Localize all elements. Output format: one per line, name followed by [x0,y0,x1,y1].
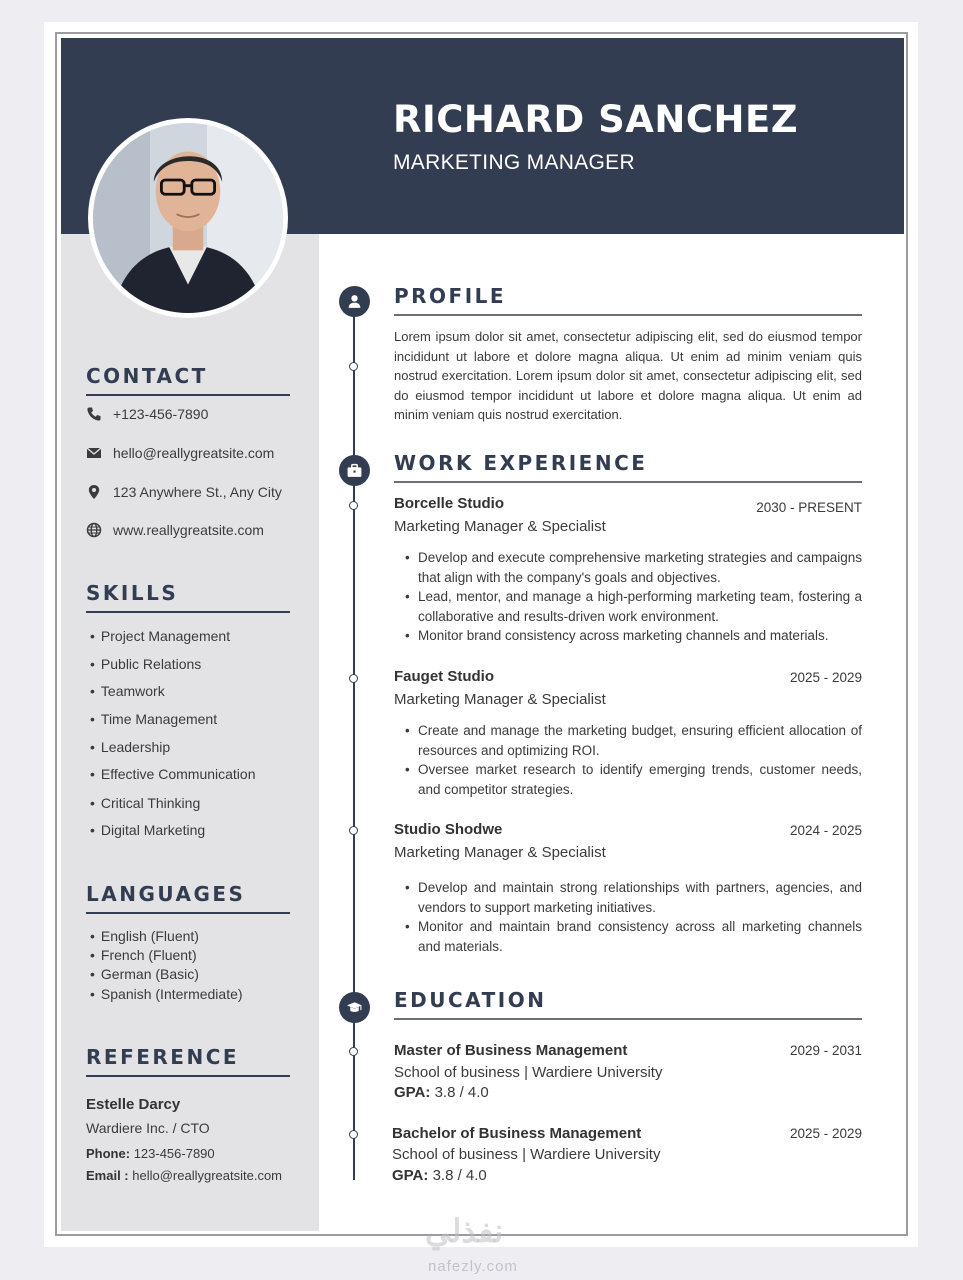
education-school: School of business | Wardiere University [394,1064,663,1081]
graduation-cap-icon [346,999,363,1016]
reference-phone-label: Phone: [86,1146,131,1161]
job-bullets [405,548,862,646]
reference-email [86,1168,282,1183]
user-icon [346,293,363,310]
experience-heading: WORK EXPERIENCE [394,451,862,483]
job-dates: 2024 - 2025 [789,823,862,838]
phone-icon [86,406,102,422]
job-company: Borcelle Studio [394,495,505,512]
skills-heading: SKILLS [86,581,290,613]
education-school: School of business | Wardiere University [392,1146,661,1163]
education-gpa [392,1167,487,1184]
job-dates: 2030 - PRESENT [756,500,862,515]
gpa-label: GPA: [392,1167,429,1184]
education-degree: Bachelor of Business Management [392,1125,642,1142]
contact-website [86,522,306,538]
reference-phone [86,1146,215,1161]
education-heading: EDUCATION [394,988,862,1020]
profile-photo [88,118,288,318]
job-bullet: • Oversee market research to identify emerging trends, customer needs, and competitor strategies. [405,760,862,799]
language-item: • English (Fluent) [90,928,199,944]
job-dates: 2025 - 2029 [789,670,862,685]
skill-item: • Public Relations [90,656,201,672]
contact-email-text: hello@reallygreatsite.com [113,445,275,461]
skill-item: • Digital Marketing [90,822,205,838]
skill-item: • Effective Communication [90,766,256,782]
education-dates: 2029 - 2031 [789,1043,862,1058]
job-role: Marketing Manager & Specialist [394,691,606,708]
contact-address-text: 123 Anywhere St., Any City [113,484,282,500]
education-degree: Master of Business Management [394,1042,628,1059]
job-bullets [405,878,862,956]
contact-phone-text: +123-456-7890 [113,406,209,422]
education-gpa [394,1084,489,1101]
watermark-logo: نفذلي [425,1213,504,1249]
skill-item: • Teamwork [90,683,165,699]
location-pin-icon [86,484,102,500]
timeline-dot [349,826,358,835]
job-company: Studio Shodwe [394,821,503,838]
reference-phone-value: 123-456-7890 [133,1146,215,1161]
job-role: Marketing Manager & Specialist [394,844,606,861]
job-role: Marketing Manager & Specialist [394,518,606,535]
profile-heading: PROFILE [394,284,862,316]
contact-phone [86,406,306,422]
watermark-site: nafezly.com [428,1258,518,1275]
language-item: • German (Basic) [90,966,199,982]
gpa-value: 3.8 / 4.0 [434,1084,489,1101]
skill-item: • Critical Thinking [90,795,200,811]
profile-text: Lorem ipsum dolor sit amet, consectetur adipiscing elit, sed do eiusmod tempor incididunt ut labore et dolore magna aliqua. Ut enim ad minim veniam quis nostrud exercitation. Lorem ipsum dolor sit amet, consectetur adipiscing elit, sed do eiusmod tempor incididunt ut labore et dolore magna aliqua. Ut enim ad minim veniam quis nostrud exercitation. [394,329,862,422]
timeline-dot [349,1047,358,1056]
language-item: • Spanish (Intermediate) [90,986,243,1002]
reference-email-label: Email : [86,1168,129,1183]
contact-address [86,484,306,500]
gpa-label: GPA: [394,1084,431,1101]
timeline-dot [349,501,358,510]
briefcase-icon [346,462,363,479]
education-dates: 2025 - 2029 [789,1126,862,1141]
education-section-icon [339,992,370,1023]
skill-item: • Project Management [90,628,230,644]
languages-heading: LANGUAGES [86,882,290,914]
job-bullet: • Develop and maintain strong relationships with partners, agencies, and vendors to support marketing initiatives. [405,878,862,917]
job-bullet: • Monitor brand consistency across marketing channels and materials. [405,626,862,646]
timeline-dot [349,362,358,371]
job-bullet: • Monitor and maintain brand consistency across all marketing channels and materials. [405,917,862,956]
job-bullet: • Lead, mentor, and manage a high-performing marketing team, fostering a collaborative and results-driven work environment. [405,587,862,626]
job-title: MARKETING MANAGER [393,151,635,174]
job-company: Fauget Studio [394,668,494,685]
skill-item: • Time Management [90,711,217,727]
reference-heading: REFERENCE [86,1045,290,1077]
person-name: RICHARD SANCHEZ [393,98,799,141]
job-bullet: • Develop and execute comprehensive marketing strategies and campaigns that align with the company's goals and objectives. [405,548,862,587]
experience-section-icon [339,455,370,486]
job-bullet: • Create and manage the marketing budget, ensuring efficient allocation of resources and optimizing ROI. [405,721,862,760]
profile-section-icon [339,286,370,317]
language-item: • French (Fluent) [90,947,197,963]
mail-icon [86,445,102,461]
reference-email-value: hello@reallygreatsite.com [132,1168,283,1183]
contact-website-text: www.reallygreatsite.com [113,522,264,538]
reference-name: Estelle Darcy [86,1096,181,1113]
globe-icon [86,522,102,538]
contact-email [86,445,306,461]
contact-heading: CONTACT [86,364,290,396]
skill-item: • Leadership [90,739,170,755]
reference-company: Wardiere Inc. / CTO [86,1120,210,1136]
timeline-dot [349,1130,358,1139]
gpa-value: 3.8 / 4.0 [432,1167,487,1184]
timeline-dot [349,674,358,683]
job-bullets [405,721,862,799]
